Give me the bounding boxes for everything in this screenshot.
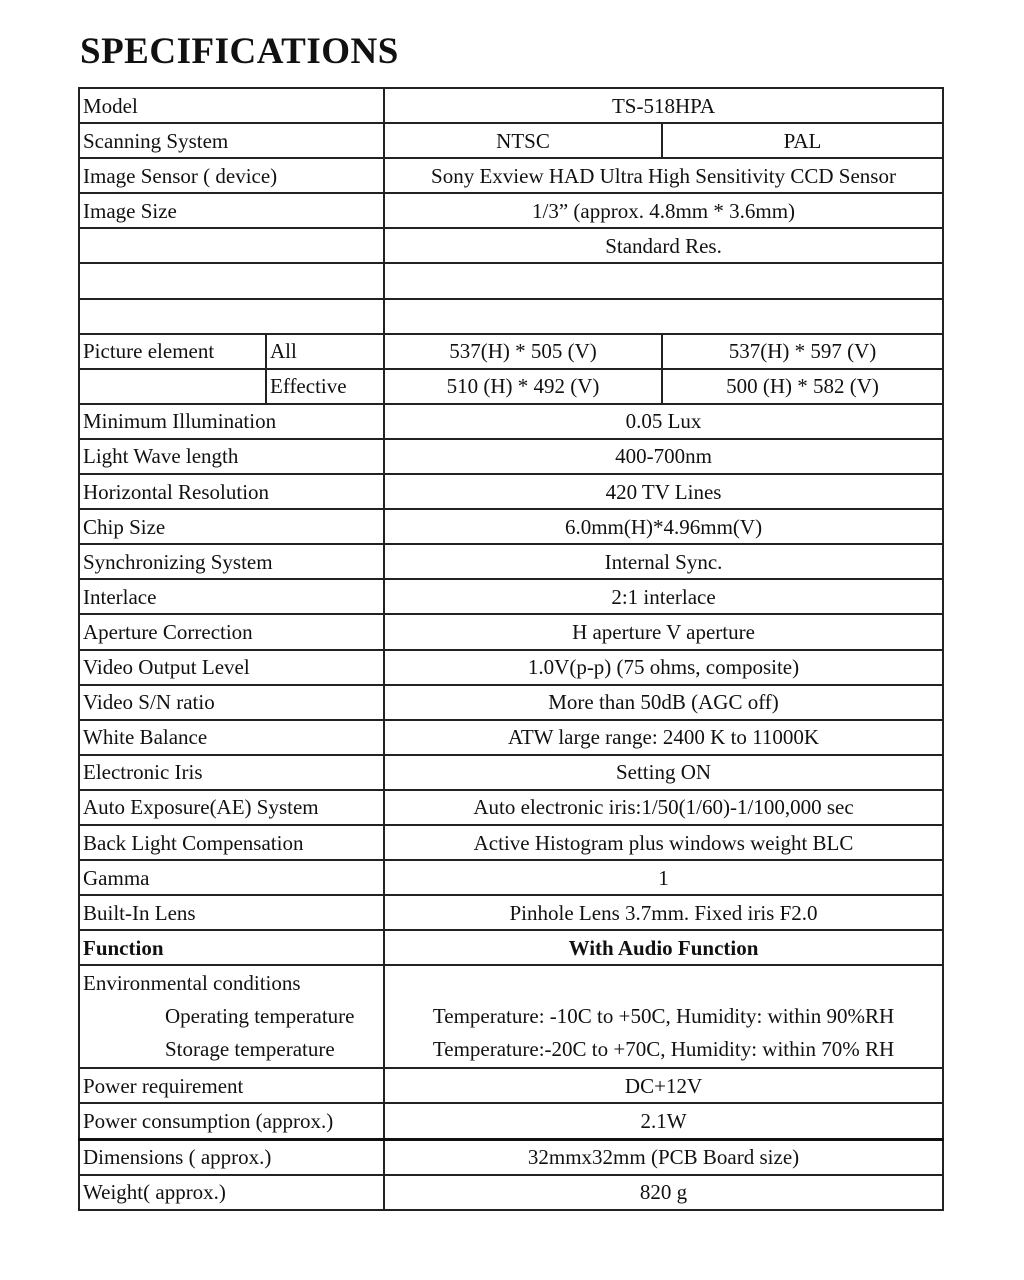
spec-value: 420 TV Lines <box>384 474 943 509</box>
spec-label: Video S/N ratio <box>79 685 384 720</box>
spec-sublabel: All <box>266 334 384 369</box>
pal-header: PAL <box>662 123 943 158</box>
table-row <box>79 685 943 720</box>
spec-value: With Audio Function <box>384 930 943 965</box>
specifications-table <box>78 87 944 1211</box>
environment-value-cell <box>384 965 943 1068</box>
table-row <box>79 860 943 895</box>
table-row <box>79 755 943 790</box>
table-row <box>79 720 943 755</box>
spec-sublabel: Effective <box>266 369 384 404</box>
empty-cell <box>79 228 384 263</box>
spec-value: 2:1 interlace <box>384 579 943 614</box>
empty-cell <box>79 299 384 334</box>
spec-label: Image Sensor ( device) <box>79 158 384 193</box>
spec-value: H aperture V aperture <box>384 614 943 649</box>
table-row <box>79 790 943 825</box>
spec-sublabel: Operating temperature <box>165 1004 355 1029</box>
spec-label: Synchronizing System <box>79 544 384 579</box>
table-row <box>79 614 943 649</box>
spec-value: TS-518HPA <box>384 88 943 123</box>
table-row <box>79 930 943 965</box>
spec-value-pal: 537(H) * 597 (V) <box>662 334 943 369</box>
spec-value: Auto electronic iris:1/50(1/60)-1/100,000 sec <box>384 790 943 825</box>
spec-label: Function <box>79 930 384 965</box>
spec-label: White Balance <box>79 720 384 755</box>
spec-label: Minimum Illumination <box>79 404 384 439</box>
spec-label: Environmental conditions <box>83 971 301 996</box>
spec-value: Temperature:-20C to +70C, Humidity: within 70% RH <box>432 1037 895 1062</box>
table-row <box>79 509 943 544</box>
spec-label: Chip Size <box>79 509 384 544</box>
spec-value: More than 50dB (AGC off) <box>384 685 943 720</box>
spec-label: Picture element <box>79 334 266 369</box>
table-row <box>79 158 943 193</box>
spec-label: Horizontal Resolution <box>79 474 384 509</box>
spec-value: Temperature: -10C to +50C, Humidity: within 90%RH <box>432 1004 895 1029</box>
table-row <box>79 369 943 404</box>
table-row <box>79 228 943 263</box>
spec-value: 400-700nm <box>384 439 943 474</box>
spec-value-pal: 500 (H) * 582 (V) <box>662 369 943 404</box>
table-row <box>79 579 943 614</box>
table-row <box>79 1103 943 1139</box>
spec-value: Internal Sync. <box>384 544 943 579</box>
spec-label: Power requirement <box>79 1068 384 1103</box>
spec-label: Weight( approx.) <box>79 1175 384 1210</box>
spec-value-ntsc: 537(H) * 505 (V) <box>384 334 662 369</box>
spec-value: ATW large range: 2400 K to 11000K <box>384 720 943 755</box>
table-row <box>79 439 943 474</box>
table-row <box>79 474 943 509</box>
table-row <box>79 825 943 860</box>
spec-value: 1 <box>384 860 943 895</box>
spec-label: Auto Exposure(AE) System <box>79 790 384 825</box>
spec-value: 0.05 Lux <box>384 404 943 439</box>
table-row <box>79 193 943 228</box>
spec-label: Gamma <box>79 860 384 895</box>
empty-cell <box>384 263 943 298</box>
table-row <box>79 895 943 930</box>
spec-value: Pinhole Lens 3.7mm. Fixed iris F2.0 <box>384 895 943 930</box>
spec-label: Back Light Compensation <box>79 825 384 860</box>
page-title: SPECIFICATIONS <box>80 31 399 72</box>
table-row <box>79 263 943 298</box>
spec-label: Scanning System <box>79 123 384 158</box>
table-row <box>79 1068 943 1103</box>
spec-label: Built-In Lens <box>79 895 384 930</box>
empty-cell <box>79 263 384 298</box>
environment-label-cell <box>79 965 384 1068</box>
table-row <box>79 404 943 439</box>
spec-label: Light Wave length <box>79 439 384 474</box>
table-row <box>79 88 943 123</box>
spec-value: 820 g <box>384 1175 943 1210</box>
table-row <box>79 650 943 685</box>
empty-cell <box>79 369 266 404</box>
spec-value: Active Histogram plus windows weight BLC <box>384 825 943 860</box>
spec-sublabel: Storage temperature <box>165 1037 335 1062</box>
spec-label: Video Output Level <box>79 650 384 685</box>
spec-label: Model <box>79 88 384 123</box>
spec-value: Setting ON <box>384 755 943 790</box>
spec-value: 1.0V(p-p) (75 ohms, composite) <box>384 650 943 685</box>
spec-label: Image Size <box>79 193 384 228</box>
spec-value: 6.0mm(H)*4.96mm(V) <box>384 509 943 544</box>
spec-label: Aperture Correction <box>79 614 384 649</box>
resolution-header: Standard Res. <box>384 228 943 263</box>
spec-value: DC+12V <box>384 1068 943 1103</box>
spec-value: 2.1W <box>384 1103 943 1139</box>
spec-label: Electronic Iris <box>79 755 384 790</box>
table-row <box>79 1175 943 1210</box>
spec-label: Power consumption (approx.) <box>79 1103 384 1139</box>
table-row <box>79 544 943 579</box>
table-row <box>79 299 943 334</box>
spec-value: 1/3” (approx. 4.8mm * 3.6mm) <box>384 193 943 228</box>
spec-value-ntsc: 510 (H) * 492 (V) <box>384 369 662 404</box>
table-row <box>79 123 943 158</box>
spec-value: 32mmx32mm (PCB Board size) <box>384 1139 943 1175</box>
empty-cell <box>384 299 943 334</box>
spec-label: Interlace <box>79 579 384 614</box>
table-row <box>79 1139 943 1175</box>
table-row <box>79 965 943 1068</box>
ntsc-header: NTSC <box>384 123 662 158</box>
table-row <box>79 334 943 369</box>
spec-label: Dimensions ( approx.) <box>79 1139 384 1175</box>
spec-value: Sony Exview HAD Ultra High Sensitivity CCD Sensor <box>384 158 943 193</box>
